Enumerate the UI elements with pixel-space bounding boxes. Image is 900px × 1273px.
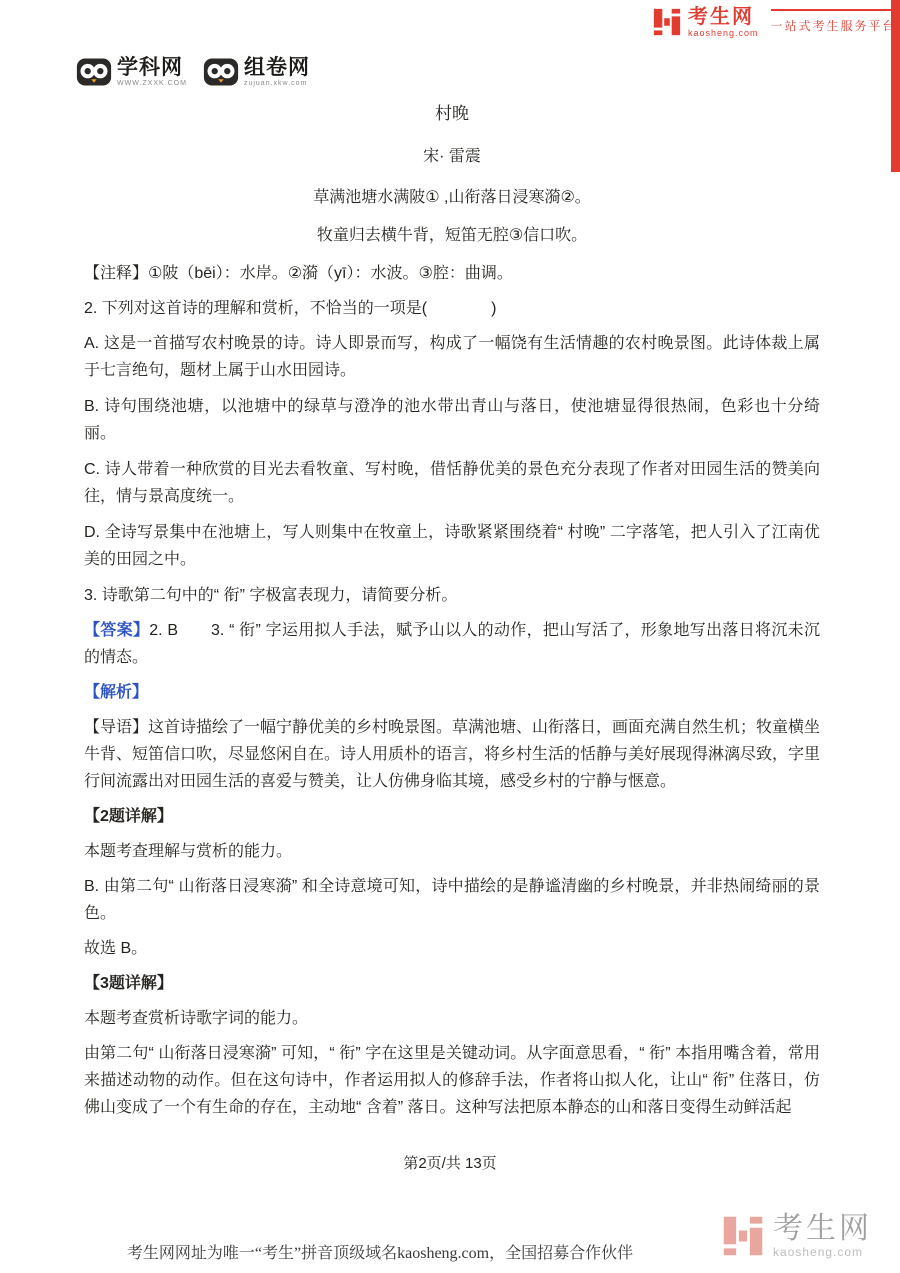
watermark-domain: kaosheng.com xyxy=(773,1245,864,1259)
analysis-q3-p1: 本题考查赏析诗歌字词的能力。 xyxy=(84,1010,309,1027)
analysis-q2-p1: 本题考查理解与赏析的能力。 xyxy=(84,843,293,860)
question-2-stem: 2. 下列对这首诗的理解和赏析，不恰当的一项是( ) xyxy=(84,300,497,317)
poem-title: 村晚 xyxy=(435,104,469,123)
zujuan-logo-domain: zujuan.xkw.com xyxy=(243,80,308,87)
poem-line-1: 草满池塘水满陂① ,山衔落日浸寒漪②。 xyxy=(313,189,591,206)
answer-paragraph xyxy=(84,617,820,671)
question-2-option-b: B. 诗句围绕池塘，以池塘中的绿草与澄净的池水带出青山与落日，使池塘显得很热闹，色彩也十分绮丽。 xyxy=(84,398,820,442)
zujuan-logo[interactable] xyxy=(203,54,310,90)
tagline-rule xyxy=(771,9,900,11)
analysis-q3-p2: 由第二句“ 山衔落日浸寒漪” 可知，“ 衔” 字在这里是关键动词。从字面意思看，“ 衔” 本指用嘴含着，常用来描述动物的动作。但在这句诗中，作者运用拟人的修辞手法，作者将山拟人化，让山“ 衔” 住落日，仿佛山变成了一个有生命的存在，主动地“ 含着” 落日。这种写法把原本静态的山和落日变得生动鲜活起 xyxy=(84,1045,820,1116)
poem-notes: 【注释】①陂（bēi）：水岸。②漪（yī）：水波。③腔：曲调。 xyxy=(84,265,513,282)
xueke-logo[interactable] xyxy=(76,54,187,90)
kaosheng-watermark-text xyxy=(773,1213,872,1259)
kaosheng-tagline-wrap xyxy=(771,9,900,34)
poem-author: 宋· 雷震 xyxy=(423,148,481,165)
analysis-q2-p2: B. 由第二句“ 山衔落日浸寒漪” 和全诗意境可知，诗中描绘的是静谧清幽的乡村晚景，并非热闹绮丽的景色。 xyxy=(84,878,820,922)
question-3-stem: 3. 诗歌第二句中的“ 衔” 字极富表现力，请简要分析。 xyxy=(84,587,458,604)
kaosheng-logo-icon xyxy=(652,7,682,37)
analysis-label: 【解析】 xyxy=(84,684,149,701)
question-2-option-d: D. 全诗写景集中在池塘上，写人则集中在牧童上，诗歌紧紧围绕着“ 村晚” 二字落笔，把人引入了江南优美的田园之中。 xyxy=(84,524,820,568)
document-content xyxy=(84,100,820,1129)
kaosheng-logo-text xyxy=(688,6,759,38)
partner-logos xyxy=(76,54,310,90)
analysis-q2-p3: 故选 B。 xyxy=(84,940,148,957)
xueke-logo-name: 学科网 xyxy=(117,56,183,79)
owl-icon xyxy=(76,54,112,90)
footer-site-note: 考生网网址为唯一“考生”拼音顶级域名kaosheng.com，全国招募合作伙伴 xyxy=(126,1245,634,1262)
answer-label: 【答案】 xyxy=(84,622,150,639)
answer-text: 2. B 3. “ 衔” 字运用拟人手法，赋予山以人的动作，把山写活了，形象地写出落日将沉未沉的情态。 xyxy=(84,622,820,666)
poem-line-2: 牧童归去横牛背，短笛无腔③信口吹。 xyxy=(316,227,588,244)
xueke-logo-domain: WWW.ZXXK.COM xyxy=(117,80,187,87)
analysis-q2-heading: 【2题详解】 xyxy=(84,808,173,825)
xueke-logo-text xyxy=(117,56,187,88)
kaosheng-logo-domain: kaosheng.com xyxy=(688,28,759,38)
zujuan-logo-text xyxy=(244,56,310,88)
page-number: 第2页/共 13页 xyxy=(403,1155,497,1172)
kaosheng-header xyxy=(652,6,900,38)
analysis-daoyu: 【导语】这首诗描绘了一幅宁静优美的乡村晚景图。草满池塘、山衔落日，画面充满自然生机；牧童横坐牛背、短笛信口吹，尽显悠闲自在。诗人用质朴的语言，将乡村生活的恬静与美好展现得淋漓尽致，字里行间流露出对田园生活的喜爱与赞美，让人仿佛身临其境，感受乡村的宁静与惬意。 xyxy=(84,719,821,790)
owl-icon xyxy=(203,54,239,90)
watermark-name: 考生网 xyxy=(773,1212,872,1245)
kaosheng-logo[interactable] xyxy=(652,6,759,38)
analysis-q3-heading: 【3题详解】 xyxy=(84,975,173,992)
question-2-option-c: C. 诗人带着一种欣赏的目光去看牧童、写村晚，借恬静优美的景色充分表现了作者对田园生活的赞美向往，情与景高度统一。 xyxy=(84,461,820,505)
zujuan-logo-name: 组卷网 xyxy=(243,56,310,79)
kaosheng-tagline: 一站式考生服务平台 xyxy=(770,19,897,33)
kaosheng-logo-name: 考生网 xyxy=(688,6,754,28)
question-2-option-a: A. 这是一首描写农村晚景的诗。诗人即景而写，构成了一幅饶有生活情趣的农村晚景图。此诗体裁上属于七言绝句，题材上属于山水田园诗。 xyxy=(84,335,820,379)
